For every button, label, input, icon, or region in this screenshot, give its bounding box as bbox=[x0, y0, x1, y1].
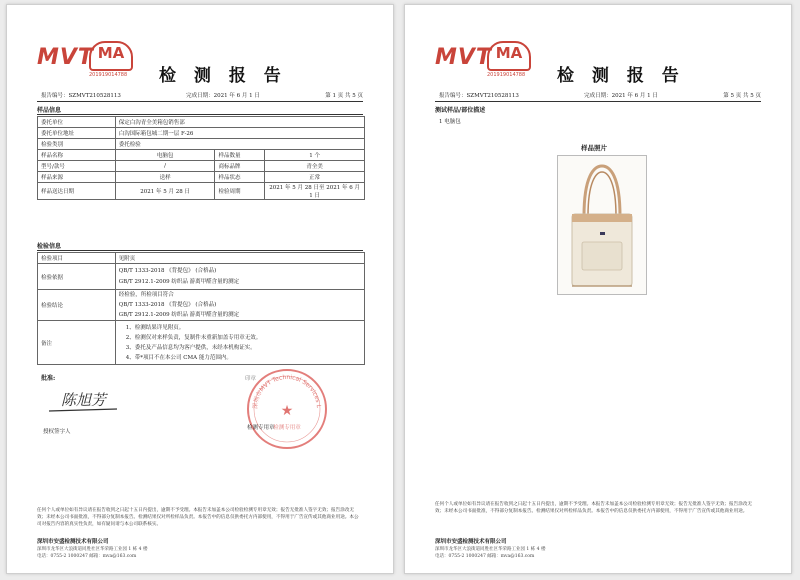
company-seal-icon bbox=[245, 367, 329, 451]
test-info-divider bbox=[37, 250, 363, 251]
remark-2: 2、检测仅对来样负责，复制件未重新加盖专用章无效。 bbox=[125, 334, 262, 341]
company-contact: 电话：0755-2 1000247 邮箱：mva@163.com bbox=[435, 554, 535, 559]
client-label: 委托单位 bbox=[38, 117, 116, 128]
basis-value bbox=[115, 264, 364, 290]
table-row bbox=[38, 264, 365, 290]
table-row bbox=[38, 150, 365, 161]
trademark-value: 青全美 bbox=[265, 161, 365, 172]
seal-arc-text: 深圳市MVT Technical Services L bbox=[251, 373, 323, 410]
sample-name-value: 电脑包 bbox=[115, 150, 215, 161]
stamp-prefix-label: 印章 bbox=[245, 376, 257, 382]
table-row bbox=[38, 139, 365, 150]
test-info-table bbox=[37, 252, 365, 365]
component-heading: 测试样品/部位描述 bbox=[435, 107, 486, 114]
report-page-1 bbox=[6, 4, 394, 574]
seal-inner-text: 检测专用章 bbox=[273, 425, 301, 431]
sample-info-heading: 样品信息 bbox=[37, 107, 62, 114]
meta-divider bbox=[435, 101, 761, 102]
client-address-label: 委托单位地址 bbox=[38, 128, 116, 139]
signature-text: 陈旭芳 bbox=[61, 391, 107, 409]
signature-stroke bbox=[49, 409, 117, 411]
report-page-5 bbox=[404, 4, 792, 574]
company-name: 深圳市安盛检测技术有限公司 bbox=[435, 539, 507, 545]
remark-1: 1、检测结果详见附页。 bbox=[125, 324, 185, 331]
quantity-value: 1 个 bbox=[265, 150, 365, 161]
report-title: 检 测 报 告 bbox=[557, 66, 685, 86]
basis-line-2: GB/T 2912.1-2009 纺织品 游离甲醛含量的测定 bbox=[118, 278, 240, 285]
remark-3: 3、委托及产品信息均为客户提供，未经本机构证实。 bbox=[125, 344, 256, 351]
report-number: 报告编号：SZMVT210528113 bbox=[439, 93, 519, 99]
cma-number: 201919014788 bbox=[487, 72, 526, 78]
source-value: 送样 bbox=[115, 172, 215, 183]
table-row bbox=[38, 321, 365, 365]
company-address: 深圳市龙华区大浪街道同胜社区华荣路工业园 1 栋 4 楼 bbox=[37, 547, 148, 552]
svg-text:★: ★ bbox=[280, 403, 294, 419]
conclusion-line-1: 经检验，所检项目符合 bbox=[118, 292, 174, 298]
state-value: 正常 bbox=[265, 172, 365, 183]
authorized-signer-label: 授权签字人 bbox=[43, 429, 71, 435]
photo-heading: 样品照片 bbox=[581, 144, 607, 152]
remarks-value bbox=[115, 321, 364, 365]
test-type-value: 委托检验 bbox=[115, 139, 364, 150]
sample-photo bbox=[557, 155, 647, 295]
report-number: 报告编号：SZMVT210528113 bbox=[41, 93, 121, 99]
page-number: 第 5 页 共 5 页 bbox=[723, 93, 761, 99]
quantity-label: 样品数量 bbox=[215, 150, 265, 161]
receive-date-value: 2021 年 5 月 28 日 bbox=[115, 183, 215, 200]
report-meta bbox=[439, 91, 761, 99]
table-row bbox=[38, 117, 365, 128]
client-address-value: 白沟国际箱包城二期一层 F-26 bbox=[115, 128, 364, 139]
issue-date: 完成日期：2021 年 6 月 1 日 bbox=[186, 93, 260, 99]
state-label: 样品状态 bbox=[215, 172, 265, 183]
source-label: 样品来源 bbox=[38, 172, 116, 183]
mvt-logo: MVT bbox=[435, 45, 492, 70]
component-item: 1 电脑包 bbox=[439, 119, 461, 125]
signature-image bbox=[47, 383, 127, 413]
conclusion-value bbox=[115, 290, 364, 321]
sample-info-divider bbox=[37, 114, 363, 115]
cma-number: 201919014788 bbox=[89, 72, 128, 78]
footer-disclaimer: 任何个人或单位如有异议请在报告收到之日起十五日内提出，逾期不予受理。本报告未加盖本公司检验检测专用章无效；报告无批准人签字无效；报告涂改无效；未经本公司书面批准，不得部分复制本报告。检测结果仅对所检样品负责。本报告中的信息仅供委托方内部使用，不得用于广告宣传或其他商业用途。本公司对报告内容的真实性负责，如有疑问请与本公司联系核实。 bbox=[37, 508, 359, 527]
company-contact: 电话：0755-2 1000247 邮箱：mva@163.com bbox=[37, 554, 137, 559]
remarks-label: 备注 bbox=[38, 321, 116, 365]
cma-logo: MA bbox=[89, 41, 133, 71]
basis-label: 检验依据 bbox=[38, 264, 116, 290]
issue-date: 完成日期：2021 年 6 月 1 日 bbox=[584, 93, 658, 99]
stamp-label: 检测专用章 bbox=[247, 425, 275, 431]
cma-logo: MA bbox=[487, 41, 531, 71]
sample-name-label: 样品名称 bbox=[38, 150, 116, 161]
footer-disclaimer: 任何个人或单位如有异议请在报告收到之日起十五日内提出，逾期不予受理。本报告未加盖本公司检验检测专用章无效；报告无批准人签字无效；报告涂改无效；未经本公司书面批准，不得部分复制本报告。检测结果仅对所检样品负责。本报告中的信息仅供委托方内部使用，不得用于广告宣传或其他商业用途。 bbox=[435, 502, 752, 514]
table-row bbox=[38, 128, 365, 139]
sample-info-table bbox=[37, 116, 365, 200]
company-name: 深圳市安盛检测技术有限公司 bbox=[37, 539, 109, 545]
table-row bbox=[38, 172, 365, 183]
page-number: 第 1 页 共 5 页 bbox=[325, 93, 363, 99]
meta-divider bbox=[37, 101, 363, 102]
model-value: / bbox=[115, 161, 215, 172]
test-info-heading: 检验信息 bbox=[37, 243, 62, 250]
conclusion-line-3: GB/T 2912.1-2009 纺织品 游离甲醛含量的测定 bbox=[118, 312, 240, 318]
table-row bbox=[38, 290, 365, 321]
test-period-value: 2021 年 5 月 28 日至 2021 年 6 月 1 日 bbox=[265, 183, 365, 200]
test-type-label: 检验类别 bbox=[38, 139, 116, 150]
table-row bbox=[38, 161, 365, 172]
test-items-value: 见附页 bbox=[115, 253, 364, 264]
client-value: 保定白沟青全美箱包销售部 bbox=[115, 117, 364, 128]
test-period-label: 检验周期 bbox=[215, 183, 265, 200]
basis-line-1: QB/T 1333-2018 《背提包》 (合格品) bbox=[118, 267, 217, 274]
test-items-label: 检验项目 bbox=[38, 253, 116, 264]
remark-4: 4、带*项目不在本公司 CMA 能力范围内。 bbox=[125, 354, 232, 361]
mvt-logo: MVT bbox=[37, 45, 94, 70]
table-row bbox=[38, 253, 365, 264]
trademark-label: 商标品牌 bbox=[215, 161, 265, 172]
approval-label: 批准: bbox=[41, 375, 56, 382]
report-title: 检 测 报 告 bbox=[159, 66, 287, 86]
company-address: 深圳市龙华区大浪街道同胜社区华荣路工业园 1 栋 4 楼 bbox=[435, 547, 546, 552]
report-meta bbox=[41, 91, 363, 99]
conclusion-label: 检验结论 bbox=[38, 290, 116, 321]
receive-date-label: 样品送达日期 bbox=[38, 183, 116, 200]
conclusion-line-2: QB/T 1333-2018 《背提包》 (合格品) bbox=[118, 302, 217, 308]
tote-bag-icon bbox=[558, 156, 646, 294]
model-label: 型号/款号 bbox=[38, 161, 116, 172]
table-row bbox=[38, 183, 365, 200]
